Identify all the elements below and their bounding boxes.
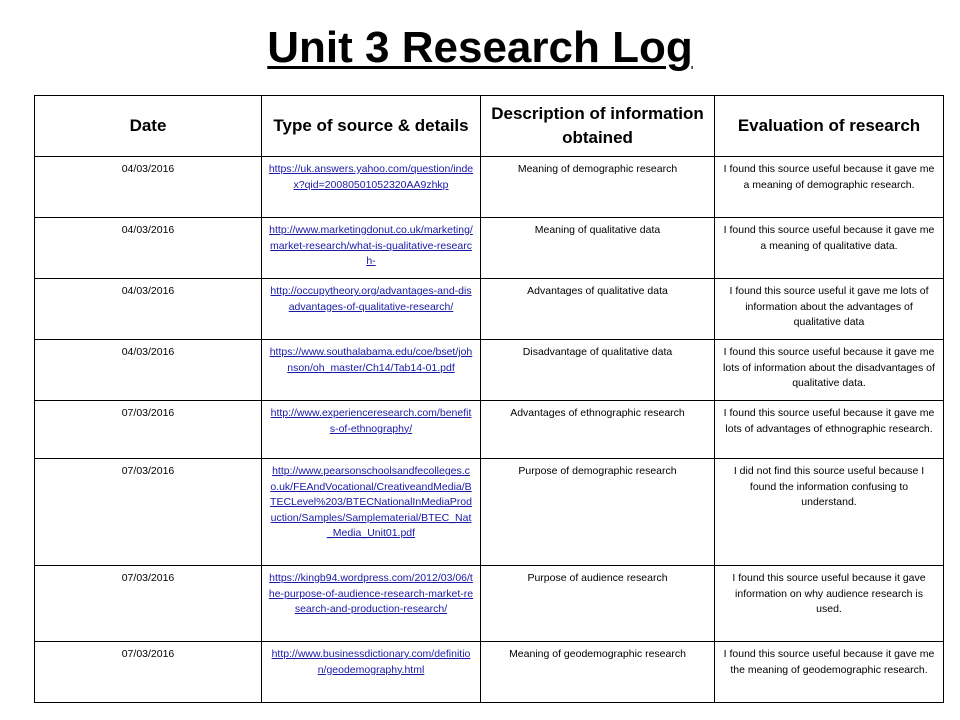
header-description: Description of information obtained — [481, 96, 715, 157]
description-cell: Purpose of audience research — [481, 566, 715, 642]
description-cell: Advantages of qualitative data — [481, 279, 715, 340]
date-cell: 04/03/2016 — [35, 340, 262, 401]
source-cell — [262, 279, 481, 340]
date-cell: 07/03/2016 — [35, 401, 262, 459]
description-cell: Meaning of geodemographic research — [481, 642, 715, 703]
table-row — [35, 279, 944, 340]
source-cell — [262, 566, 481, 642]
research-log-table — [34, 95, 944, 703]
table-row — [35, 401, 944, 459]
evaluation-cell: I found this source useful because it gave me lots of advantages of ethnographic research. — [715, 401, 944, 459]
evaluation-cell: I found this source useful because it gave me a meaning of qualitative data. — [715, 218, 944, 279]
source-link[interactable]: http://occupytheory.org/advantages-and-disadvantages-of-qualitative-research/ — [270, 285, 472, 313]
source-link[interactable]: https://uk.answers.yahoo.com/question/index?qid=20080501052320AA9zhkp — [268, 163, 474, 191]
header-row — [35, 96, 944, 157]
source-link[interactable]: http://www.businessdictionary.com/definition/geodemography.html — [271, 648, 471, 676]
source-cell — [262, 218, 481, 279]
source-link[interactable]: http://www.marketingdonut.co.uk/marketing/market-research/what-is-qualitative-research- — [269, 224, 473, 267]
table-row — [35, 642, 944, 703]
date-cell: 07/03/2016 — [35, 459, 262, 566]
header-evaluation: Evaluation of research — [715, 96, 944, 157]
source-link[interactable]: http://www.pearsonschoolsandfecolleges.co.uk/FEAndVocational/CreativeandMedia/BTECLevel%203/BTECNationalInMediaProduction/Samples/Samplematerial/BTEC_Nat_Media_Unit01.pdf — [270, 465, 472, 539]
date-cell: 04/03/2016 — [35, 157, 262, 218]
header-date: Date — [35, 96, 262, 157]
date-cell: 07/03/2016 — [35, 642, 262, 703]
evaluation-cell: I did not find this source useful because I found the information confusing to understand. — [715, 459, 944, 566]
description-cell: Meaning of qualitative data — [481, 218, 715, 279]
date-cell: 04/03/2016 — [35, 218, 262, 279]
date-cell: 07/03/2016 — [35, 566, 262, 642]
date-cell: 04/03/2016 — [35, 279, 262, 340]
source-link[interactable]: http://www.experienceresearch.com/benefits-of-ethnography/ — [270, 407, 472, 435]
description-cell: Purpose of demographic research — [481, 459, 715, 566]
evaluation-cell: I found this source useful it gave me lots of information about the advantages of qualitative data — [715, 279, 944, 340]
description-cell: Advantages of ethnographic research — [481, 401, 715, 459]
evaluation-cell: I found this source useful because it gave me a meaning of demographic research. — [715, 157, 944, 218]
evaluation-cell: I found this source useful because it gave me the meaning of geodemographic research. — [715, 642, 944, 703]
table-row — [35, 218, 944, 279]
source-link[interactable]: https://www.southalabama.edu/coe/bset/johnson/oh_master/Ch14/Tab14-01.pdf — [269, 346, 473, 374]
table-row — [35, 566, 944, 642]
source-cell — [262, 401, 481, 459]
description-cell: Disadvantage of qualitative data — [481, 340, 715, 401]
page-title: Unit 3 Research Log — [267, 23, 693, 72]
table-row — [35, 459, 944, 566]
source-cell — [262, 642, 481, 703]
evaluation-cell: I found this source useful because it gave me lots of information about the disadvantages of qualitative data. — [715, 340, 944, 401]
evaluation-cell: I found this source useful because it gave information on why audience research is used. — [715, 566, 944, 642]
table-row — [35, 157, 944, 218]
header-source: Type of source & details — [262, 96, 481, 157]
source-cell — [262, 157, 481, 218]
source-link[interactable]: https://kingb94.wordpress.com/2012/03/06/the-purpose-of-audience-research-market-research-and-production-research/ — [268, 572, 474, 615]
table-row — [35, 340, 944, 401]
source-cell — [262, 340, 481, 401]
description-cell: Meaning of demographic research — [481, 157, 715, 218]
source-cell — [262, 459, 481, 566]
